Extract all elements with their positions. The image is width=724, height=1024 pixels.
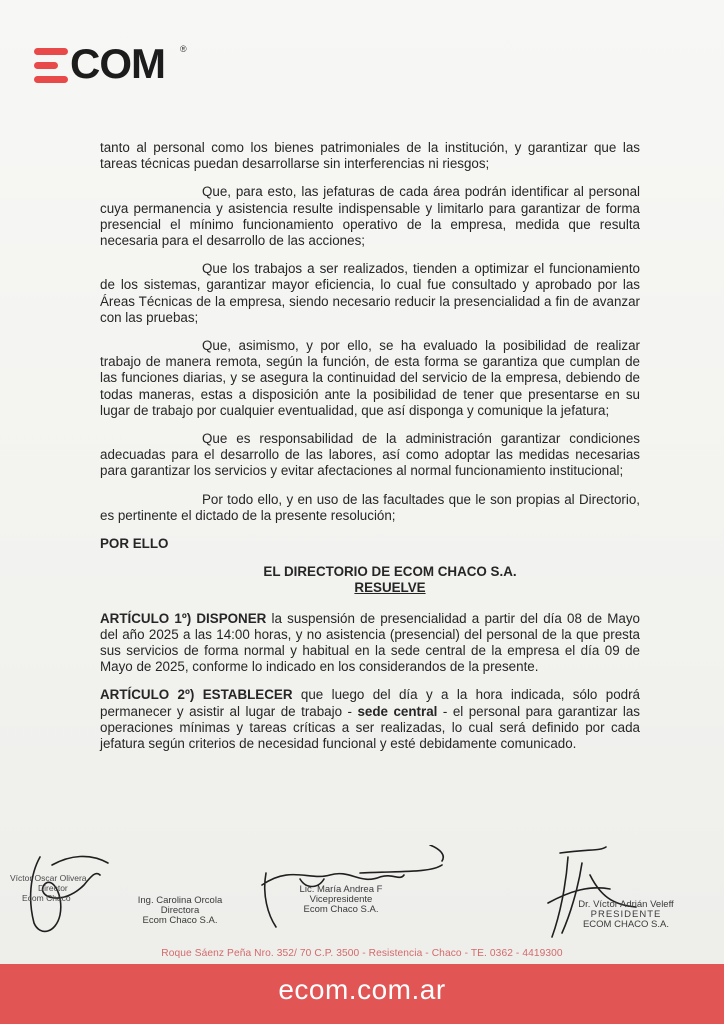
paragraph-1: tanto al personal como los bienes patrimoniales de la institución, y garantizar que las tareas técnicas puedan desarrollarse sin interferencias ni riesgos; <box>100 140 640 172</box>
article-1 <box>100 611 640 676</box>
signature-2-role: Directora <box>160 905 200 916</box>
signature-3-role: Vicepresidente <box>309 894 373 905</box>
signature-1-name: Víctor Oscar Olivera <box>10 873 87 883</box>
article-2-bold-text: sede central <box>357 703 438 719</box>
article-2-heading: ARTÍCULO 2º) ESTABLECER <box>100 687 293 703</box>
resolution-body <box>100 140 640 764</box>
signature-stamp-1 <box>10 873 120 903</box>
footer-website: ecom.com.ar <box>278 974 446 1005</box>
signature-1-role: Director <box>38 883 68 893</box>
paragraph-5: Que es responsabilidad de la administración garantizar condiciones adecuadas para el desarrollo de las labores, así como adoptar las medidas necesarias para garantizar los servicios y evitar afectaciones al normal funcionamiento institucional; <box>100 431 640 479</box>
resuelve-heading: RESUELVE <box>354 580 426 596</box>
article-1-heading: ARTÍCULO 1º) DISPONER <box>100 610 267 626</box>
logo-e-bars-icon <box>34 48 68 84</box>
signature-3-name: Lic. María Andrea F <box>299 884 383 895</box>
signature-2-name: Ing. Carolina Orcola <box>137 895 223 906</box>
article-2 <box>100 687 640 752</box>
signatures-area <box>0 845 724 945</box>
paragraph-4: Que, asimismo, y por ello, se ha evaluado la posibilidad de realizar trabajo de manera remota, según la función, de esta forma se garantiza que cumplan de las funciones diarias, y se asegura la continuidad del servicio de la empresa, debiendo de todas maneras, estas a disposición ante la posibilidad de tener que presentarse en su lugar de trabajo por cualquier eventualidad, que así disponga y comunique la jefatura; <box>100 338 640 418</box>
directorio-heading: EL DIRECTORIO DE ECOM CHACO S.A. <box>263 564 517 580</box>
paragraph-3: Que los trabajos a ser realizados, tienden a optimizar el funcionamiento de los sistemas, garantizar mayor eficiencia, lo cual fue consultado y aprobado por las Áreas Técnicas de la empresa, siendo necesario reducir la presencialidad a fin de avanzar con las pruebas; <box>100 261 640 325</box>
article-2-text-a: que luego del día y a la hora indicada, sólo podrá permanecer y asistir al lugar de trabajo - <box>100 687 640 719</box>
logo-text: COM <box>70 40 165 87</box>
signature-4-role: PRESIDENTE <box>590 909 662 920</box>
signature-block-2 <box>120 896 240 926</box>
ecom-logo <box>34 40 194 88</box>
signature-block-3 <box>286 885 396 915</box>
signature-4-name: Dr. Víctor Adrián Veleff <box>578 899 674 910</box>
article-2-text-b: - el personal para garantizar las operaciones mínimas y tareas críticas a ser realizadas, lo cual será definido por cada jefatura según criterios de necesidad funcional y esté debidamente comunicado. <box>100 703 640 752</box>
paragraph-2: Que, para esto, las jefaturas de cada área podrán identificar al personal cuya permanencia y asistencia resulte indispensable y limitarlo para garantizar de forma presencial el mínimo funcionamiento operativo de la empresa, medida que resulta necesaria para el desarrollo de las acciones; <box>100 184 640 249</box>
paragraph-6: Por todo ello, y en uso de las facultades que le son propias al Directorio, es pertinente el dictado de la presente resolución; <box>100 491 640 523</box>
por-ello-label: POR ELLO <box>100 536 169 552</box>
signature-4-org: ECOM CHACO S.A. <box>582 919 670 930</box>
signature-1-org: Ecom Chaco <box>22 893 71 903</box>
signature-block-4 <box>556 900 696 930</box>
footer-address: Roque Sáenz Peña Nro. 352/ 70 C.P. 3500 - Resistencia - Chaco - TE. 0362 - 4419300 <box>161 948 563 959</box>
signature-3-org: Ecom Chaco S.A. <box>303 904 379 915</box>
signature-2-org: Ecom Chaco S.A. <box>142 915 218 926</box>
article-1-text: la suspensión de presencialidad a partir del día 08 de Mayo del año 2025 a las 14:00 horas, y no asistencia (presencial) del personal de la que presta sus servicios de forma normal y habitual en la sede central de la empresa el día 09 de Mayo de 2025, conforme lo indicado en los considerandos de la presente. <box>100 610 641 675</box>
logo-registered-mark: ® <box>180 44 187 54</box>
